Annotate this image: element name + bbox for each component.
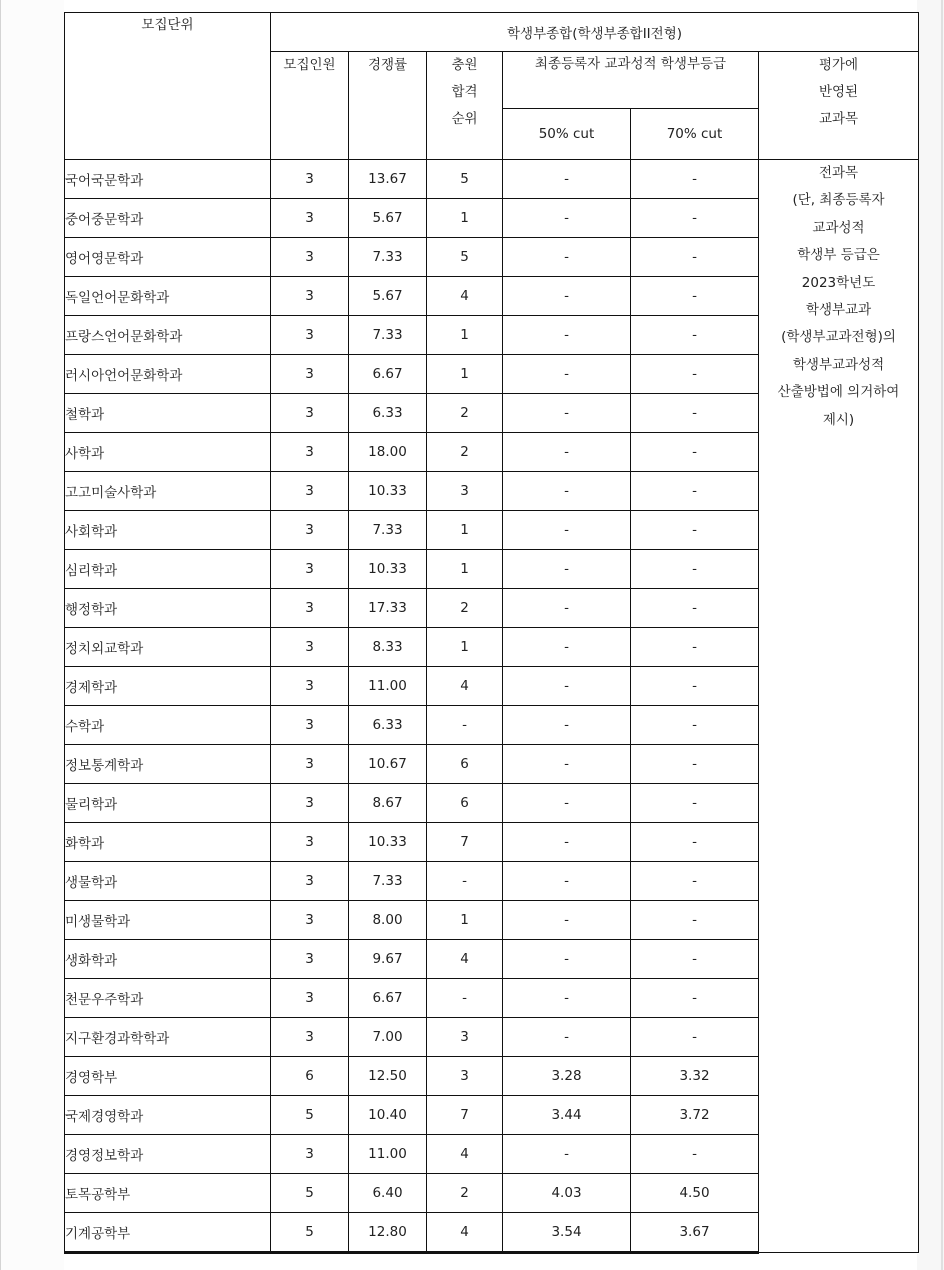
competition-ratio-cell: 12.50 xyxy=(349,1057,427,1096)
cut-50-cell: - xyxy=(503,1018,631,1057)
cut-50-cell: - xyxy=(503,316,631,355)
department-name: 경영학부 xyxy=(65,1057,271,1096)
waitlist-rank-cell: 6 xyxy=(427,745,503,784)
competition-ratio-cell: 10.40 xyxy=(349,1096,427,1135)
cut-50-cell: - xyxy=(503,160,631,199)
cut-70-cell: - xyxy=(631,628,759,667)
admissions-results-table xyxy=(64,12,919,1254)
header-subjects-line: 평가에 xyxy=(818,57,859,73)
cut-50-cell: - xyxy=(503,940,631,979)
cut-50-cell: 3.44 xyxy=(503,1096,631,1135)
cut-50-cell: - xyxy=(503,784,631,823)
department-name: 수학과 xyxy=(65,706,271,745)
department-name: 정보통계학과 xyxy=(65,745,271,784)
note-line: 산출방법에 의거하여 xyxy=(777,384,900,401)
header-quota: 모집인원 xyxy=(271,52,349,160)
waitlist-rank-cell: 1 xyxy=(427,901,503,940)
department-name: 사학과 xyxy=(65,433,271,472)
department-name: 천문우주학과 xyxy=(65,979,271,1018)
quota-cell: 3 xyxy=(271,823,349,862)
cut-70-cell: - xyxy=(631,433,759,472)
header-admission-type: 학생부종합(학생부종합II전형) xyxy=(271,13,919,52)
department-name: 행정학과 xyxy=(65,589,271,628)
competition-ratio-cell: 8.67 xyxy=(349,784,427,823)
waitlist-rank-cell: 4 xyxy=(427,1213,503,1253)
waitlist-rank-cell: 1 xyxy=(427,199,503,238)
competition-ratio-cell: 7.33 xyxy=(349,511,427,550)
waitlist-rank-cell: 3 xyxy=(427,1057,503,1096)
cut-50-cell: - xyxy=(503,745,631,784)
cut-50-cell: - xyxy=(503,862,631,901)
competition-ratio-cell: 11.00 xyxy=(349,1135,427,1174)
cut-70-cell: - xyxy=(631,589,759,628)
quota-cell: 3 xyxy=(271,160,349,199)
department-name: 국제경영학과 xyxy=(65,1096,271,1135)
waitlist-rank-cell: 2 xyxy=(427,394,503,433)
competition-ratio-cell: 10.33 xyxy=(349,823,427,862)
competition-ratio-cell: 7.33 xyxy=(349,862,427,901)
table-row xyxy=(65,160,919,199)
waitlist-rank-cell: 6 xyxy=(427,784,503,823)
note-line: 교과성적 xyxy=(812,219,865,236)
competition-ratio-cell: 6.67 xyxy=(349,355,427,394)
cut-50-cell: - xyxy=(503,628,631,667)
quota-cell: 5 xyxy=(271,1096,349,1135)
cut-70-cell: - xyxy=(631,1018,759,1057)
quota-cell: 3 xyxy=(271,745,349,784)
competition-ratio-cell: 8.00 xyxy=(349,901,427,940)
department-name: 철학과 xyxy=(65,394,271,433)
cut-70-cell: - xyxy=(631,784,759,823)
cut-70-cell: - xyxy=(631,238,759,277)
waitlist-rank-cell: 4 xyxy=(427,940,503,979)
note-line: 2023학년도 xyxy=(801,274,876,291)
competition-ratio-cell: 6.67 xyxy=(349,979,427,1018)
cut-50-cell: - xyxy=(503,277,631,316)
competition-ratio-cell: 6.40 xyxy=(349,1174,427,1213)
cut-70-cell: - xyxy=(631,277,759,316)
competition-ratio-cell: 6.33 xyxy=(349,706,427,745)
waitlist-rank-cell: 4 xyxy=(427,667,503,706)
quota-cell: 5 xyxy=(271,1174,349,1213)
competition-ratio-cell: 5.67 xyxy=(349,199,427,238)
note-line: 학생부교과성적 xyxy=(792,356,885,373)
waitlist-rank-cell: 7 xyxy=(427,1096,503,1135)
waitlist-rank-cell: 1 xyxy=(427,550,503,589)
department-name: 지구환경과학학과 xyxy=(65,1018,271,1057)
cut-50-cell: - xyxy=(503,823,631,862)
department-name: 경제학과 xyxy=(65,667,271,706)
waitlist-rank-cell: 2 xyxy=(427,1174,503,1213)
quota-cell: 3 xyxy=(271,277,349,316)
page-left-edge xyxy=(0,0,1,1270)
waitlist-rank-cell: 1 xyxy=(427,511,503,550)
quota-cell: 3 xyxy=(271,667,349,706)
cut-70-cell: - xyxy=(631,901,759,940)
cut-70-cell: - xyxy=(631,355,759,394)
competition-ratio-cell: 5.67 xyxy=(349,277,427,316)
cut-50-cell: - xyxy=(503,355,631,394)
right-gutter xyxy=(917,0,944,1270)
department-name: 미생물학과 xyxy=(65,901,271,940)
quota-cell: 3 xyxy=(271,1135,349,1174)
header-rank-line: 합격 xyxy=(451,84,478,100)
quota-cell: 3 xyxy=(271,316,349,355)
competition-ratio-cell: 9.67 xyxy=(349,940,427,979)
note-line: (학생부교과전형)의 xyxy=(781,329,896,346)
department-name: 프랑스언어문화학과 xyxy=(65,316,271,355)
competition-ratio-cell: 18.00 xyxy=(349,433,427,472)
quota-cell: 3 xyxy=(271,394,349,433)
quota-cell: 3 xyxy=(271,238,349,277)
note-line: 제시) xyxy=(822,411,855,428)
cut-50-cell: 3.28 xyxy=(503,1057,631,1096)
quota-cell: 3 xyxy=(271,901,349,940)
header-waitlist-rank xyxy=(427,52,503,160)
cut-70-cell: - xyxy=(631,160,759,199)
department-name: 중어중문학과 xyxy=(65,199,271,238)
header-rank-line: 순위 xyxy=(451,111,478,127)
quota-cell: 3 xyxy=(271,1018,349,1057)
header-rank-line: 충원 xyxy=(451,57,478,73)
competition-ratio-cell: 12.80 xyxy=(349,1213,427,1253)
cut-50-cell: 3.54 xyxy=(503,1213,631,1253)
quota-cell: 3 xyxy=(271,355,349,394)
department-name: 사회학과 xyxy=(65,511,271,550)
cut-50-cell: - xyxy=(503,901,631,940)
waitlist-rank-cell: 5 xyxy=(427,238,503,277)
cut-70-cell: - xyxy=(631,1135,759,1174)
department-name: 생물학과 xyxy=(65,862,271,901)
scrollbar-track[interactable] xyxy=(941,0,943,1270)
quota-cell: 5 xyxy=(271,1213,349,1253)
header-evaluated-subjects xyxy=(759,52,919,160)
department-name: 러시아언어문화학과 xyxy=(65,355,271,394)
waitlist-rank-cell: - xyxy=(427,979,503,1018)
evaluated-subjects-note xyxy=(759,160,919,1253)
waitlist-rank-cell: 3 xyxy=(427,1018,503,1057)
quota-cell: 3 xyxy=(271,706,349,745)
waitlist-rank-cell: 2 xyxy=(427,589,503,628)
quota-cell: 3 xyxy=(271,433,349,472)
cut-70-cell: - xyxy=(631,199,759,238)
competition-ratio-cell: 10.67 xyxy=(349,745,427,784)
cut-70-cell: - xyxy=(631,667,759,706)
waitlist-rank-cell: - xyxy=(427,862,503,901)
department-name: 화학과 xyxy=(65,823,271,862)
cut-70-cell: 3.67 xyxy=(631,1213,759,1253)
cut-70-cell: - xyxy=(631,823,759,862)
waitlist-rank-cell: 4 xyxy=(427,277,503,316)
department-name: 토목공학부 xyxy=(65,1174,271,1213)
cut-50-cell: - xyxy=(503,433,631,472)
cut-50-cell: 4.03 xyxy=(503,1174,631,1213)
cut-70-cell: - xyxy=(631,550,759,589)
quota-cell: 3 xyxy=(271,511,349,550)
cut-50-cell: - xyxy=(503,394,631,433)
competition-ratio-cell: 7.00 xyxy=(349,1018,427,1057)
waitlist-rank-cell: 4 xyxy=(427,1135,503,1174)
quota-cell: 3 xyxy=(271,472,349,511)
waitlist-rank-cell: 1 xyxy=(427,355,503,394)
quota-cell: 3 xyxy=(271,979,349,1018)
department-name: 물리학과 xyxy=(65,784,271,823)
cut-70-cell: 3.32 xyxy=(631,1057,759,1096)
competition-ratio-cell: 10.33 xyxy=(349,472,427,511)
department-name: 국어국문학과 xyxy=(65,160,271,199)
header-cut-50: 50% cut xyxy=(503,109,631,160)
header-subjects-line: 교과목 xyxy=(818,111,859,127)
cut-50-cell: - xyxy=(503,550,631,589)
note-line: 학생부교과 xyxy=(805,302,872,319)
cut-70-cell: - xyxy=(631,979,759,1018)
competition-ratio-cell: 6.33 xyxy=(349,394,427,433)
note-line: (단, 최종등록자 xyxy=(792,192,885,209)
competition-ratio-cell: 17.33 xyxy=(349,589,427,628)
cut-70-cell: - xyxy=(631,316,759,355)
waitlist-rank-cell: - xyxy=(427,706,503,745)
quota-cell: 3 xyxy=(271,784,349,823)
cut-50-cell: - xyxy=(503,472,631,511)
cut-70-cell: - xyxy=(631,862,759,901)
department-name: 고고미술사학과 xyxy=(65,472,271,511)
waitlist-rank-cell: 1 xyxy=(427,628,503,667)
competition-ratio-cell: 13.67 xyxy=(349,160,427,199)
header-cut-70: 70% cut xyxy=(631,109,759,160)
cut-50-cell: - xyxy=(503,706,631,745)
cut-70-cell: - xyxy=(631,394,759,433)
note-line: 학생부 등급은 xyxy=(797,247,880,264)
waitlist-rank-cell: 7 xyxy=(427,823,503,862)
quota-cell: 3 xyxy=(271,550,349,589)
table-body xyxy=(65,160,919,1253)
cut-70-cell: - xyxy=(631,472,759,511)
department-name: 정치외교학과 xyxy=(65,628,271,667)
cut-50-cell: - xyxy=(503,199,631,238)
quota-cell: 3 xyxy=(271,862,349,901)
header-subjects-line: 반영된 xyxy=(818,84,859,100)
department-name: 심리학과 xyxy=(65,550,271,589)
competition-ratio-cell: 10.33 xyxy=(349,550,427,589)
competition-ratio-cell: 8.33 xyxy=(349,628,427,667)
cut-50-cell: - xyxy=(503,979,631,1018)
department-name: 경영정보학과 xyxy=(65,1135,271,1174)
cut-70-cell: 4.50 xyxy=(631,1174,759,1213)
cut-50-cell: - xyxy=(503,511,631,550)
cut-50-cell: - xyxy=(503,238,631,277)
waitlist-rank-cell: 2 xyxy=(427,433,503,472)
quota-cell: 6 xyxy=(271,1057,349,1096)
cut-70-cell: - xyxy=(631,745,759,784)
quota-cell: 3 xyxy=(271,589,349,628)
header-grade-group: 최종등록자 교과성적 학생부등급 xyxy=(503,52,759,109)
header-recruitment-unit: 모집단위 xyxy=(65,13,271,160)
cut-70-cell: - xyxy=(631,706,759,745)
waitlist-rank-cell: 1 xyxy=(427,316,503,355)
department-name: 영어영문학과 xyxy=(65,238,271,277)
cut-50-cell: - xyxy=(503,589,631,628)
competition-ratio-cell: 7.33 xyxy=(349,238,427,277)
competition-ratio-cell: 7.33 xyxy=(349,316,427,355)
quota-cell: 3 xyxy=(271,940,349,979)
cut-70-cell: - xyxy=(631,511,759,550)
quota-cell: 3 xyxy=(271,199,349,238)
cut-70-cell: - xyxy=(631,940,759,979)
cut-70-cell: 3.72 xyxy=(631,1096,759,1135)
waitlist-rank-cell: 3 xyxy=(427,472,503,511)
department-name: 독일언어문화학과 xyxy=(65,277,271,316)
cut-50-cell: - xyxy=(503,667,631,706)
header-competition-ratio: 경쟁률 xyxy=(349,52,427,160)
quota-cell: 3 xyxy=(271,628,349,667)
department-name: 생화학과 xyxy=(65,940,271,979)
cut-50-cell: - xyxy=(503,1135,631,1174)
note-line: 전과목 xyxy=(818,165,859,181)
competition-ratio-cell: 11.00 xyxy=(349,667,427,706)
waitlist-rank-cell: 5 xyxy=(427,160,503,199)
department-name: 기계공학부 xyxy=(65,1213,271,1253)
